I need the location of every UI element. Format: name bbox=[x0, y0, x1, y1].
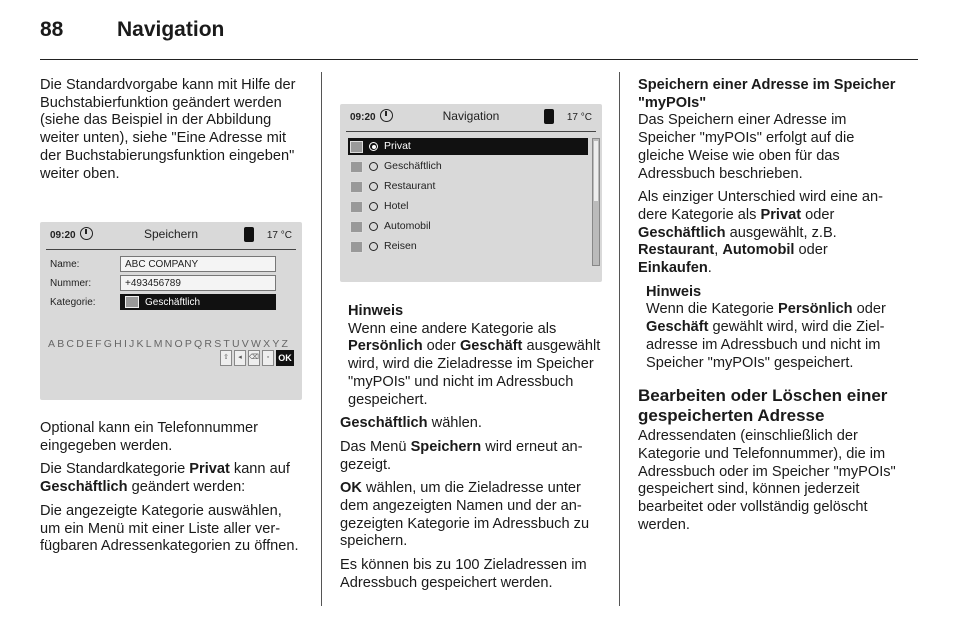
radio-selected-icon bbox=[369, 142, 378, 151]
screen-time: 09:20 bbox=[50, 230, 76, 241]
paragraph: Das Menü Speichern wird erneut angezeigt. bbox=[340, 438, 583, 473]
category-item-automobil[interactable]: Automobil bbox=[348, 218, 588, 235]
number-field[interactable]: +493456789 bbox=[120, 275, 276, 291]
travel-category-icon bbox=[350, 241, 363, 253]
thermometer-icon bbox=[244, 227, 254, 242]
paragraph: Adressendaten (einschließlich der Kategorie und Telefonnummer), die im Adressbuch oder im Speicher "myPOIs" gespeichert sind, können jederzeit bearbeitet oder vollständig gelöscht werden. bbox=[638, 428, 896, 533]
note-title: Hinweis bbox=[348, 303, 404, 319]
screen-temperature: 17 °C bbox=[566, 112, 592, 123]
category-label: Kategorie: bbox=[50, 297, 96, 308]
list-scrollbar[interactable] bbox=[592, 138, 600, 266]
paragraph: OK wählen, um die Zieladresse unter dem angezeigten Namen und der angezeigten Kategorie im Adressbuch zu speichern. bbox=[340, 480, 590, 550]
column-2 bbox=[340, 303, 602, 599]
note-text: Wenn eine andere Kategorie als Persönlich oder Geschäft ausgewählt wird, wird die Zieladresse im Speicher "myPOIs" und nicht im Adressbuch gespeichert. bbox=[348, 320, 601, 408]
paragraph: Es können bis zu 100 Zieladressen im Adressbuch gespeichert werden. bbox=[340, 557, 587, 591]
paragraph: Optional kann ein Telefonnummer eingegeben werden. bbox=[40, 420, 258, 454]
page-number: 88 bbox=[40, 18, 64, 41]
delete-key-icon[interactable]: ⌫ bbox=[248, 350, 260, 366]
keyboard-function-keys bbox=[220, 350, 294, 366]
screen-status-bar bbox=[340, 104, 602, 134]
radio-icon bbox=[369, 162, 378, 171]
alphabet-keyboard[interactable]: ABCDEFGHIJKLMNOPQRSTUVWXYZ bbox=[48, 338, 291, 350]
screen-temperature: 17 °C bbox=[266, 230, 292, 241]
scrollbar-thumb[interactable] bbox=[594, 141, 598, 201]
paragraph: Das Speichern einer Adresse im Speicher "myPOIs" erfolgt auf die gleiche Weise wie oben für das Adressbuch beschrieben. bbox=[638, 112, 855, 182]
column-divider bbox=[619, 72, 620, 606]
category-item-reisen[interactable]: Reisen bbox=[348, 238, 588, 255]
screen-title: Speichern bbox=[143, 227, 199, 241]
section-heading: Bearbeiten oder Löschen einer gespeicherten Adresse bbox=[638, 386, 888, 426]
paragraph: Die Standardkategorie Privat kann auf Geschäftlich geändert werden: bbox=[40, 461, 290, 496]
business-category-icon bbox=[125, 296, 139, 308]
name-field[interactable]: ABC COMPANY bbox=[120, 256, 276, 272]
radio-icon bbox=[369, 182, 378, 191]
screenshot-category-list bbox=[340, 104, 602, 282]
screenshot-speichern bbox=[40, 222, 302, 400]
ok-key[interactable]: OK bbox=[276, 350, 294, 366]
number-label: Nummer: bbox=[50, 278, 92, 289]
category-item-hotel[interactable]: Hotel bbox=[348, 198, 588, 215]
page-title: Navigation bbox=[117, 18, 225, 41]
paragraph: Geschäftlich wählen. bbox=[340, 415, 482, 432]
business-category-icon bbox=[350, 161, 363, 173]
category-field[interactable] bbox=[120, 294, 276, 310]
radio-icon bbox=[369, 222, 378, 231]
sub-heading: Speichern einer Adresse im Speicher "myPOIs" bbox=[638, 77, 896, 111]
shift-key-icon[interactable]: ⇧ bbox=[220, 350, 232, 366]
mode-key-icon[interactable]: ▫ bbox=[262, 350, 274, 366]
screen-status-bar bbox=[40, 222, 302, 252]
column-1-lower bbox=[40, 420, 302, 562]
restaurant-category-icon bbox=[350, 181, 363, 193]
category-value: Geschäftlich bbox=[145, 297, 201, 308]
note-box bbox=[348, 303, 602, 409]
note-text: Wenn die Kategorie Persönlich oder Geschäft gewählt wird, wird die Zieladresse im Adressbuch und nicht im Speicher "myPOIs" gespeichert. bbox=[646, 301, 886, 371]
category-item-restaurant[interactable]: Restaurant bbox=[348, 178, 588, 195]
paragraph: Die Standardvorgabe kann mit Hilfe der Buchstabierfunktion geändert werden (siehe das Beispiel in der Abbildung weiter unten), siehe "Eine Adresse mit der Buchstabierungsfunktion eingeben" weiter oben. bbox=[40, 77, 296, 182]
automobile-category-icon bbox=[350, 221, 363, 233]
paragraph: Als einziger Unterschied wird eine andere Kategorie als Privat oder Geschäftlich ausgewählt, z.B. Restaurant, Automobil oder Einkaufen. bbox=[638, 189, 883, 277]
thermometer-icon bbox=[544, 109, 554, 124]
note-title: Hinweis bbox=[646, 283, 702, 300]
paragraph: Die angezeigte Kategorie auswählen, um ein Menü mit einer Liste aller verfügbaren Adressenkategorien zu öffnen. bbox=[40, 502, 299, 555]
note-box bbox=[646, 284, 904, 373]
name-label: Name: bbox=[50, 259, 80, 270]
category-item-privat[interactable]: Privat bbox=[348, 138, 588, 155]
screen-title: Navigation bbox=[442, 109, 500, 123]
category-item-geschaeftlich[interactable]: Geschäftlich bbox=[348, 158, 588, 175]
hotel-category-icon bbox=[350, 201, 363, 213]
screen-divider bbox=[346, 131, 596, 132]
screen-divider bbox=[46, 249, 296, 250]
private-category-icon bbox=[350, 141, 363, 153]
cursor-key-icon[interactable]: ◂ bbox=[234, 350, 246, 366]
radio-icon bbox=[369, 242, 378, 251]
column-1 bbox=[40, 77, 302, 189]
radio-icon bbox=[369, 202, 378, 211]
screen-time: 09:20 bbox=[350, 112, 376, 123]
header-divider bbox=[40, 59, 918, 60]
column-3 bbox=[638, 77, 904, 540]
column-divider bbox=[321, 72, 322, 606]
